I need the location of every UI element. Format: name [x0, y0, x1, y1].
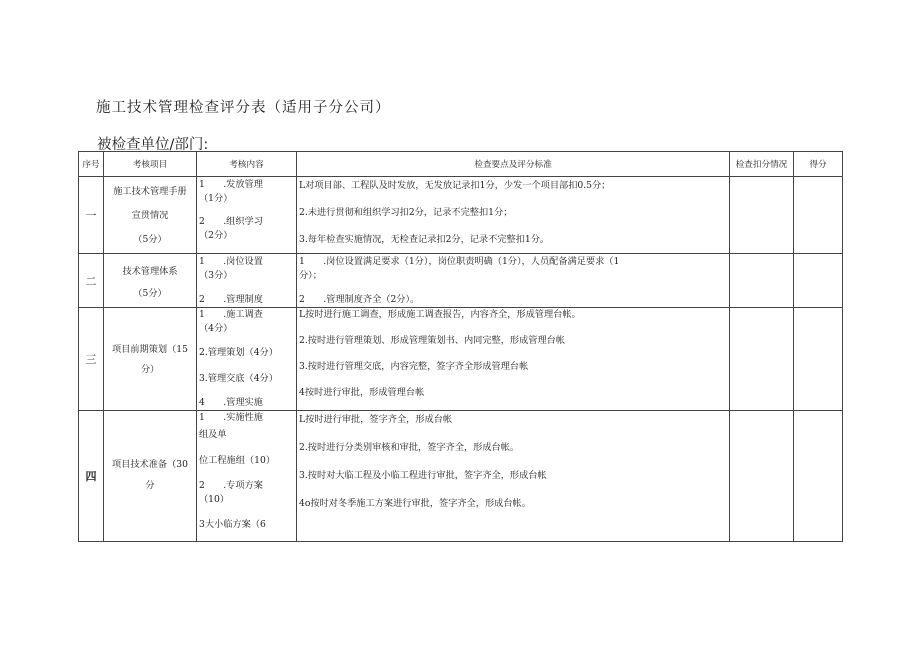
item-line: 分: [145, 480, 155, 491]
row-number: 三: [79, 308, 104, 411]
score-cell: [794, 177, 843, 254]
deduction-cell: [730, 177, 794, 254]
item-line: 项目技术准备（30: [111, 459, 188, 470]
content-line: 2 .管理制度: [199, 294, 263, 305]
standard-line: 1 .岗位设置满足要求（1分），岗位职责明确（1分），人员配备满足要求（1: [299, 256, 620, 267]
assessment-content: [197, 254, 297, 308]
header-content: 考核内容: [197, 152, 297, 177]
item-line: 施工技术管理手册: [113, 185, 187, 197]
item-line: 分）: [140, 364, 160, 375]
content-line: 2 .专项方案: [199, 480, 263, 491]
content-line: 4 .管理实施: [199, 397, 263, 408]
standard-line: 4按时进行审批，形成管理台帐: [299, 387, 425, 398]
deduction-cell: [730, 411, 794, 542]
assessment-content: [197, 308, 297, 411]
item-line: （5分）: [133, 233, 167, 245]
scoring-standard: [297, 308, 730, 411]
assessment-item: [104, 411, 197, 542]
standard-line: 3.按时进行管理交底，内容完整，签字齐全形成管理台帐: [299, 361, 529, 372]
header-score: 得分: [794, 152, 843, 177]
header-row: [79, 152, 843, 177]
standard-line: 3.按时对大临工程及小临工程进行审批，签字齐全，形成台帐: [299, 470, 547, 481]
standard-line: 分）；: [299, 270, 322, 281]
content-line: 1 .实施性施: [199, 412, 263, 423]
assessment-content: [197, 177, 297, 254]
header-standard: 检查要点及评分标准: [297, 152, 730, 177]
score-cell: [794, 254, 843, 308]
table-row: [79, 254, 843, 308]
standard-line: 2.按时进行管理策划、形成管理策划书、内同完整，形成管理台帐: [299, 335, 566, 346]
content-line: （2分）: [199, 230, 233, 241]
page-title: 施工技术管理检查评分表（适用子分公司）: [96, 100, 391, 116]
header-no: 序号: [79, 152, 104, 177]
content-line: 1 .岗位设置: [199, 256, 263, 267]
content-line: 2 .组织学习: [199, 216, 263, 227]
item-line: 技术管理体系: [122, 265, 178, 277]
item-line: （5分）: [133, 287, 167, 299]
content-line: （1分）: [199, 193, 233, 204]
standard-line: 2.按时进行分类别审核和审批，签字齐全，形成台帐。: [299, 442, 520, 453]
header-item: 考核项目: [104, 152, 197, 177]
score-cell: [794, 411, 843, 542]
standard-line: 3.每年检查实施情况，无检查记录扣2分，记录不完整扣1分。: [299, 234, 550, 245]
content-line: （10）: [199, 494, 230, 505]
assessment-item: [104, 177, 197, 254]
table-row: [79, 308, 843, 411]
scoring-standard: [297, 254, 730, 308]
standard-line: 2 .管理制度齐全（2分）。: [299, 294, 420, 305]
standard-line: L按时进行施工调查，形成施工调查报告，内容齐全，形成管理台帐。: [299, 309, 581, 320]
standard-line: L按时进行审批，签字齐全，形成台帐: [299, 414, 453, 425]
content-line: 组及单: [199, 429, 227, 440]
standard-line: 2.未进行贯彻和组织学习扣2分，记录不完整扣1分；: [299, 207, 513, 218]
standard-line: L对项目部、工程队及时发放，无发放记录扣1分，少发一个项目部扣0.5分；: [299, 180, 611, 191]
header-deduction: 检查扣分情况: [730, 152, 794, 177]
score-cell: [794, 308, 843, 411]
item-line: 项目前期策划（15: [111, 344, 188, 355]
row-number: 一: [79, 177, 104, 254]
content-line: （3分）: [199, 270, 233, 281]
deduction-cell: [730, 254, 794, 308]
standard-line: 4o按时对冬季施工方案进行审批，签字齐全，形成台帐。: [299, 498, 531, 509]
scoring-standard: [297, 177, 730, 254]
content-line: 3.管理交底（4分）: [199, 373, 278, 384]
content-line: 1 .施工调查: [199, 309, 263, 320]
row-number: 二: [79, 254, 104, 308]
content-line: 1 .发放管理: [199, 179, 263, 190]
item-line: 宣贯情况: [131, 209, 169, 221]
content-line: （4分）: [199, 323, 233, 334]
content-line: 2.管理策划（4分）: [199, 347, 278, 358]
table-row: [79, 411, 843, 542]
score-table: [78, 151, 843, 542]
assessment-content: [197, 411, 297, 542]
row-number: 四: [79, 411, 104, 542]
assessment-item: [104, 254, 197, 308]
scoring-standard: [297, 411, 730, 542]
table-row: [79, 177, 843, 254]
content-line: 位工程施组（10）: [199, 455, 276, 466]
assessment-item: [104, 308, 197, 411]
deduction-cell: [730, 308, 794, 411]
content-line: 3大小临方案（6: [199, 519, 266, 530]
inspected-unit-label: 被检查单位/部门:: [97, 137, 209, 153]
